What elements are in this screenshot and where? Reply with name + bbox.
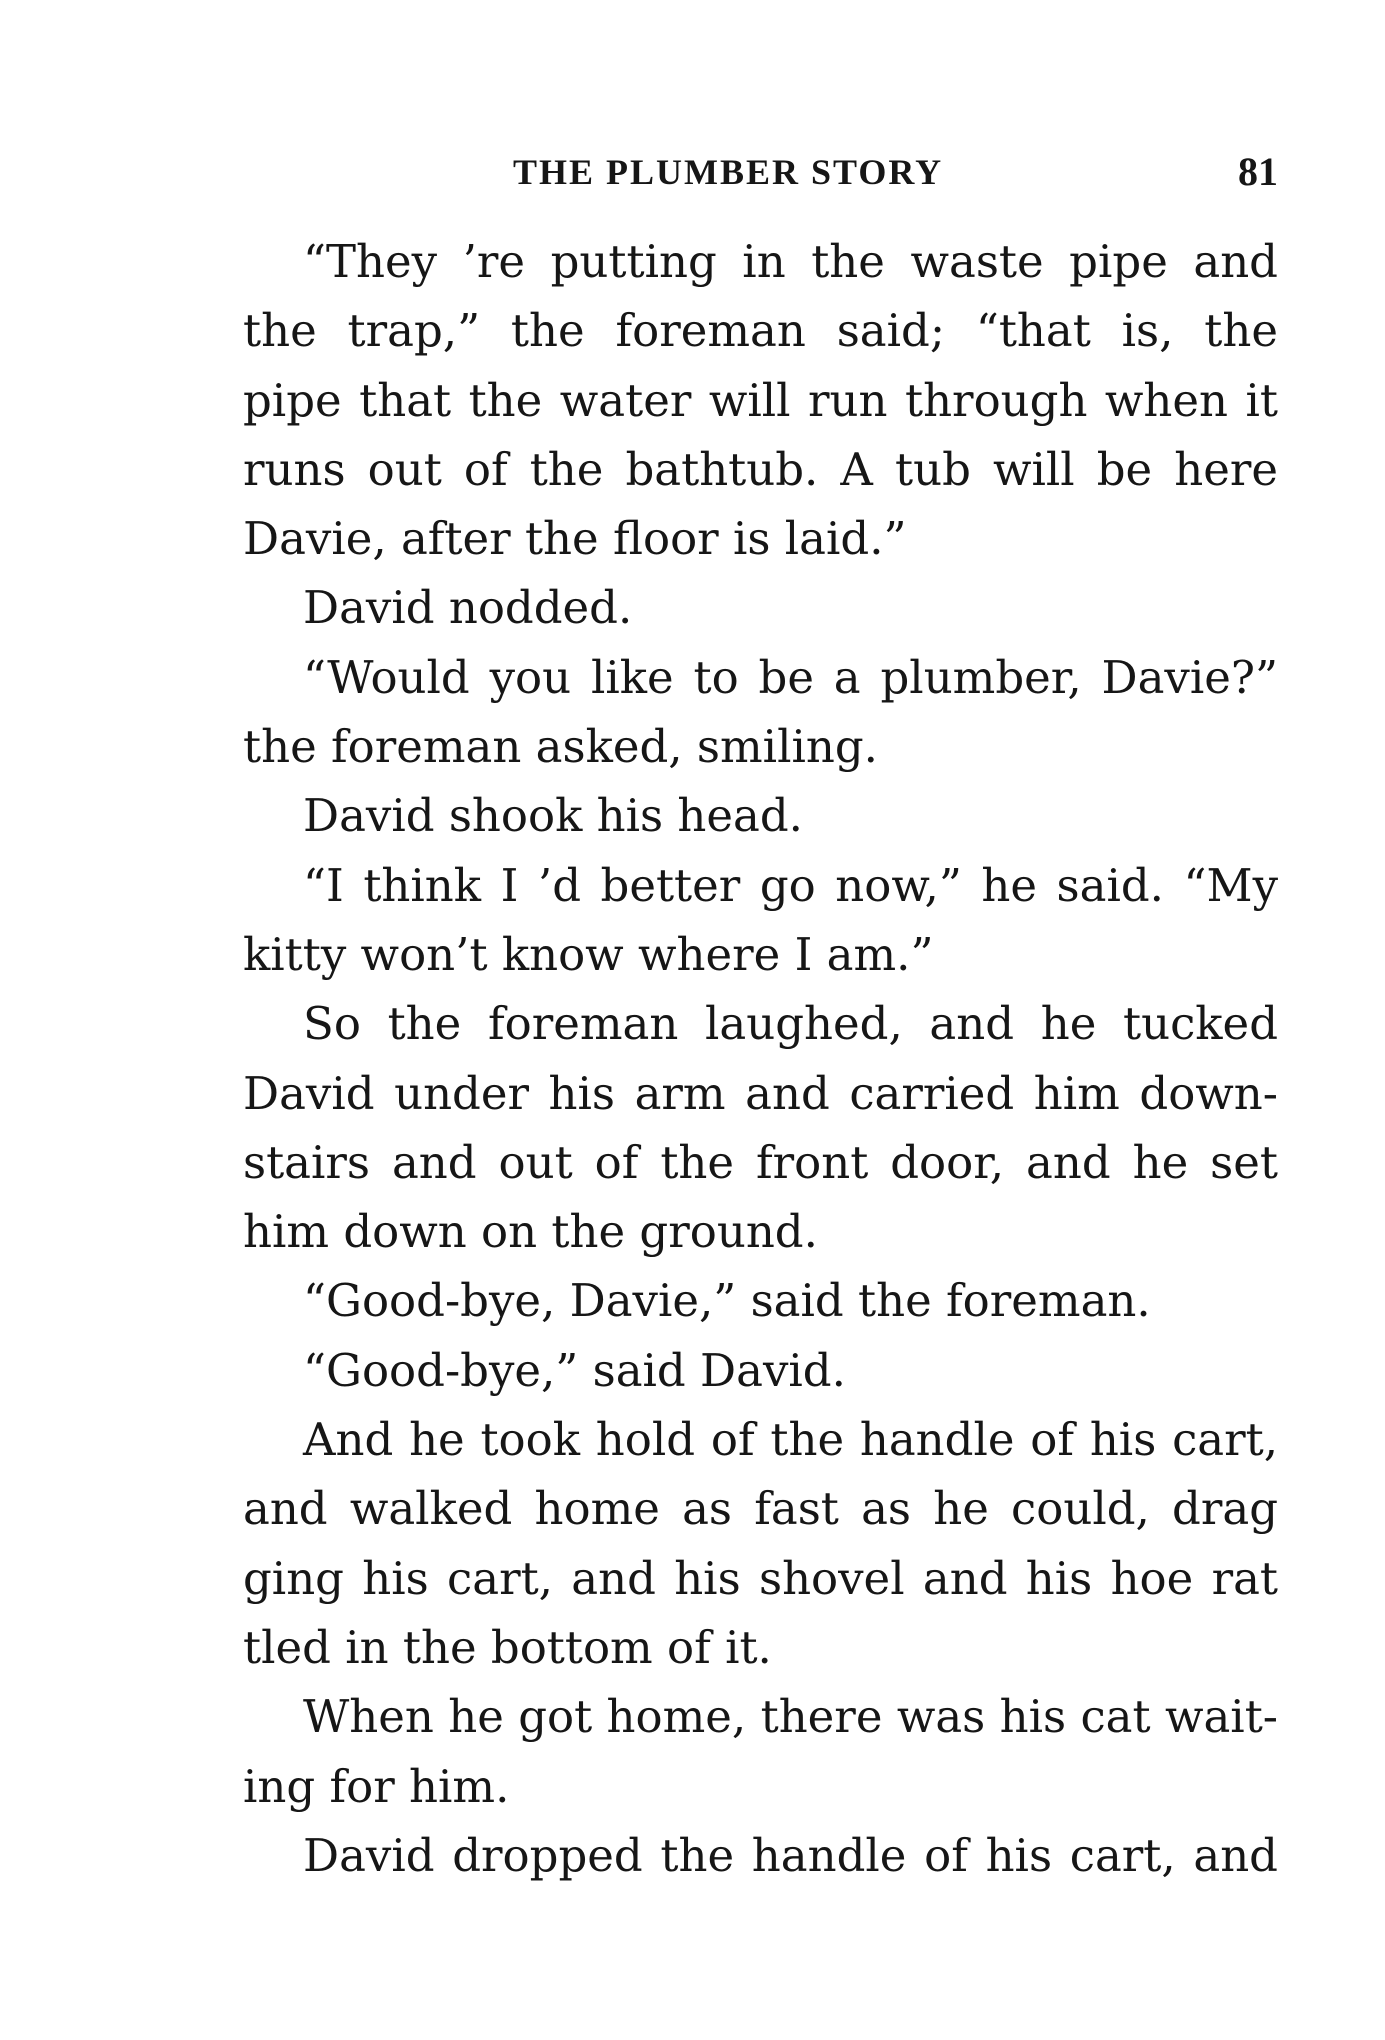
text-line: When he got home, there was his cat wait- [303,1690,1278,1744]
text-line: David under his arm and carried him down- [243,1066,1278,1120]
text-line: “Good-bye, Davie,” said the foreman. [303,1274,1151,1328]
text-line: “Good-bye,” said David. [303,1343,846,1397]
text-line: ing for him. [243,1759,510,1813]
text-line: stairs and out of the front door, and he set [243,1135,1278,1189]
page-number: 81 [1238,149,1278,194]
text-line: “They ’re putting in the waste pipe and [303,235,1278,288]
text-line: “Would you like to be a plumber, Davie?” [303,650,1278,704]
text-line: ging his cart, and his shovel and his hoe rat [243,1551,1278,1605]
text-line: and walked home as fast as he could, drag [243,1482,1278,1536]
text-line: pipe that the water will run through when it [243,373,1278,427]
text-line: David shook his head. [303,789,803,843]
text-line: So the foreman laughed, and he tucked [303,997,1278,1051]
text-line: David nodded. [303,581,633,635]
body-text [243,227,1278,1890]
text-line: tled in the bottom of it. [243,1620,772,1674]
running-head [243,142,1278,202]
text-line: the foreman asked, smiling. [243,720,878,774]
text-line: the trap,” the foreman said; “that is, the [243,304,1278,358]
text-line: runs out of the bathtub. A tub will be here [243,442,1278,496]
text-line: And he took hold of the handle of his cart, [303,1413,1278,1467]
text-line: “I think I ’d better go now,” he said. “My [303,858,1278,912]
text-line: kitty won’t know where I am.” [243,927,934,981]
text-line: him down on the ground. [243,1205,818,1259]
text-line: David dropped the handle of his cart, and [303,1828,1278,1882]
running-title: THE PLUMBER STORY [513,152,944,192]
text-line: Davie, after the floor is laid.” [243,512,907,566]
